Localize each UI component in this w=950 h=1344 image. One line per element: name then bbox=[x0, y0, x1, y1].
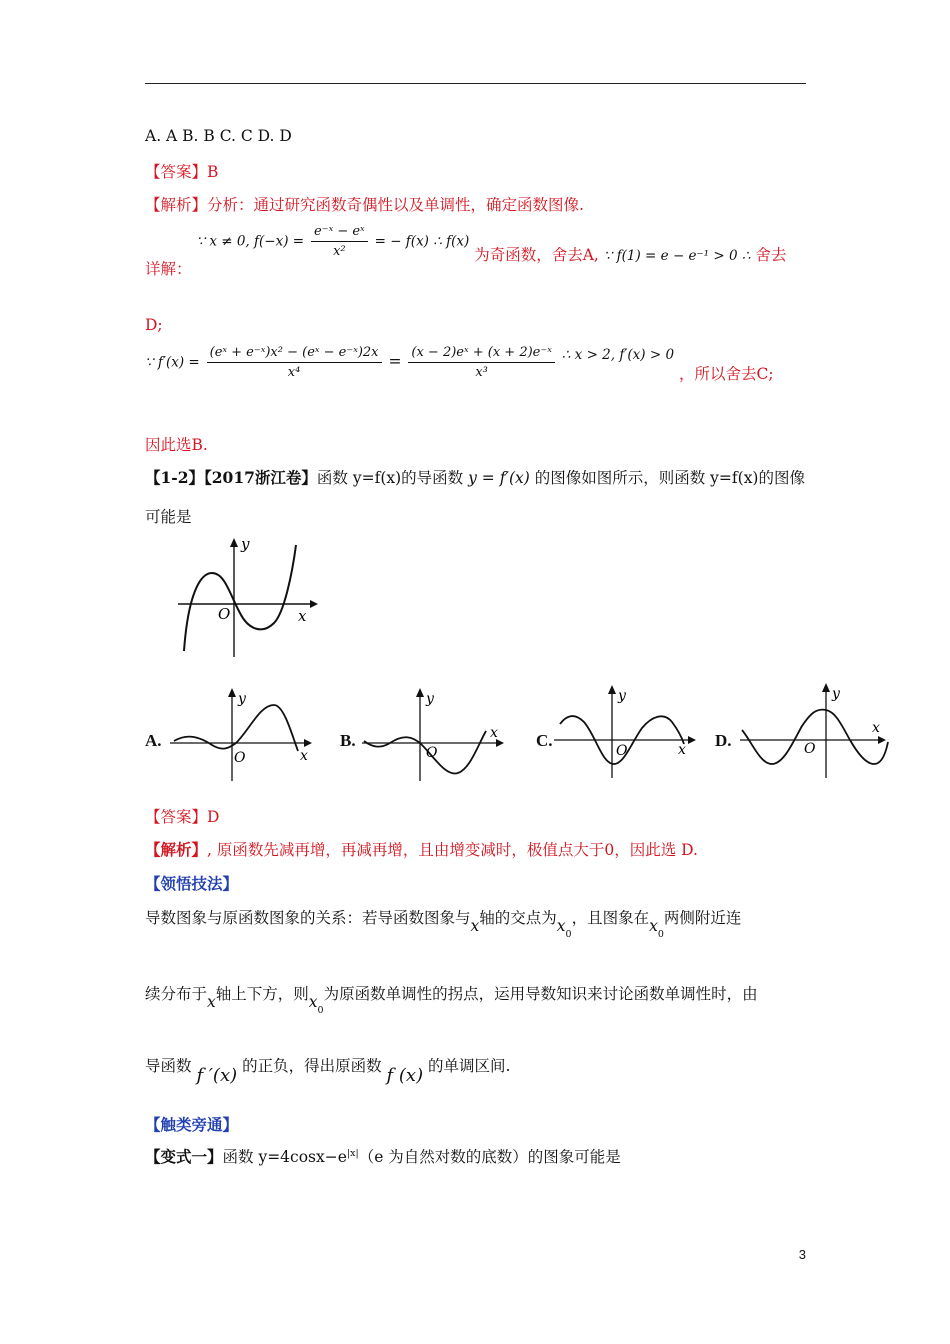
tips-p3b: 的正负，得出原函数 bbox=[242, 1057, 382, 1075]
tips-p1 bbox=[145, 906, 742, 941]
detail-cond2: ∵ f(1) = e − e⁻¹ > 0 ∴ bbox=[603, 247, 751, 264]
deriv-text: ，所以舍去C; bbox=[678, 364, 774, 383]
q2-answer-tag: 【答案】 bbox=[145, 808, 208, 826]
sym-x-c: x bbox=[207, 993, 216, 1011]
sym-sub0: 0 bbox=[565, 929, 572, 941]
detail-text1: 为奇函数，舍去A, bbox=[474, 245, 599, 264]
detail-rest: = − f(x) ∴ f(x) bbox=[374, 233, 470, 250]
answer-value: B bbox=[207, 163, 219, 181]
deriv-num1: (eˣ + e⁻ˣ)x² − (eˣ − e⁻ˣ)2x bbox=[207, 345, 382, 363]
svg-text:x: x bbox=[300, 748, 308, 764]
derivative-graph bbox=[170, 535, 320, 665]
q2-stem-cont: 可能是 bbox=[145, 508, 192, 526]
deriv-num2: (x − 2)eˣ + (x + 2)e⁻ˣ bbox=[408, 345, 554, 363]
deriv-den2: x³ bbox=[475, 365, 488, 380]
q2-stem1: 函数 y=f(x)的导函数 bbox=[316, 469, 464, 487]
q1-derivative bbox=[145, 345, 774, 383]
q2-analysis-text: , 原函数先减再增，再减再增，且由增变减时，极值点大于0，因此选 D. bbox=[207, 841, 698, 859]
svg-text:O: O bbox=[616, 743, 628, 759]
q1-detail-cont: D; bbox=[145, 316, 163, 334]
deriv-lhs: ∵ f′(x) = bbox=[145, 354, 200, 371]
analysis-text: 分析：通过研究函数奇偶性以及单调性，确定函数图像. bbox=[207, 196, 584, 214]
option-a-graph[interactable] bbox=[168, 685, 316, 785]
page-number: 3 bbox=[798, 1247, 806, 1262]
q2-stem-math: y = f′(x) bbox=[468, 469, 530, 487]
option-b-graph[interactable] bbox=[360, 685, 508, 785]
q2-stem2: 的图像如图所示，则函数 y=f(x)的图像 bbox=[534, 469, 805, 487]
svg-text:y: y bbox=[426, 691, 434, 707]
tips-p1c: ，且图象在 bbox=[571, 909, 650, 927]
option-a-label[interactable]: A. bbox=[145, 731, 162, 750]
deriv-concl: ∴ x > 2, f′(x) > 0 bbox=[561, 346, 675, 363]
variant-text1: 函数 y=4cosx−e bbox=[222, 1148, 347, 1166]
q2-analysis-tag: 【解析】 bbox=[145, 840, 208, 859]
variant-one bbox=[145, 1145, 621, 1167]
option-d-label[interactable]: D. bbox=[715, 731, 732, 750]
deriv-eq: = bbox=[388, 352, 402, 371]
q2-answer-value: D bbox=[207, 808, 220, 826]
deriv-den1: x⁴ bbox=[287, 365, 301, 380]
deriv-frac1 bbox=[207, 345, 382, 380]
q1-options: A. A B. B C. C D. D bbox=[145, 127, 292, 145]
tips-p2b: 轴上下方，则 bbox=[215, 985, 309, 1003]
header-rule bbox=[145, 83, 806, 84]
tips-p2 bbox=[145, 982, 758, 1017]
detail-den: x² bbox=[333, 244, 346, 259]
q1-conclusion: 因此选B. bbox=[145, 436, 208, 454]
variant-text2: （e 为自然对数的底数）的图象可能是 bbox=[358, 1148, 621, 1166]
sym-sub0-b: 0 bbox=[657, 929, 664, 941]
variant-tag: 【变式一】 bbox=[145, 1147, 223, 1166]
sym-x0: x bbox=[556, 917, 566, 935]
svg-text:x: x bbox=[872, 720, 880, 736]
q2-tag: 【1-2】【2017浙江卷】 bbox=[145, 468, 317, 487]
derivative-curve bbox=[184, 545, 296, 651]
sym-x: x bbox=[470, 917, 480, 935]
x-label: x bbox=[298, 607, 307, 625]
tips-p1d: 两侧附近连 bbox=[663, 909, 742, 927]
tips-p3c: 的单调区间. bbox=[428, 1057, 511, 1075]
q1-analysis bbox=[145, 193, 584, 215]
y-label: y bbox=[241, 535, 250, 553]
tips-p3a: 导函数 bbox=[145, 1057, 192, 1075]
q1-answer bbox=[145, 160, 218, 182]
option-b-label[interactable]: B. bbox=[340, 731, 356, 750]
detail-fraction bbox=[311, 224, 368, 259]
detail-label: 详解： bbox=[145, 259, 192, 278]
deriv-frac2 bbox=[408, 345, 554, 380]
sym-x0-c: x bbox=[308, 993, 318, 1011]
extend-heading: 【触类旁通】 bbox=[145, 1115, 239, 1134]
answer-tag: 【答案】 bbox=[145, 163, 208, 181]
svg-text:O: O bbox=[426, 745, 438, 761]
q1-detail bbox=[145, 224, 787, 278]
y-arrow bbox=[230, 538, 238, 547]
tips-p2c: 为原函数单调性的拐点，运用导数知识来讨论函数单调性时，由 bbox=[323, 985, 758, 1003]
q2-analysis bbox=[145, 838, 698, 860]
svg-text:O: O bbox=[234, 750, 246, 766]
analysis-tag: 【解析】 bbox=[145, 196, 208, 214]
detail-cond: ∵ x ≠ 0, f(−x) = bbox=[196, 233, 305, 250]
tips-p3 bbox=[145, 1054, 511, 1086]
option-c-graph[interactable] bbox=[552, 682, 700, 782]
svg-text:x: x bbox=[678, 742, 686, 758]
svg-text:y: y bbox=[238, 691, 246, 707]
sym-fprime: f ′(x) bbox=[196, 1065, 238, 1086]
svg-text:y: y bbox=[618, 688, 626, 704]
tips-p1a: 导数图象与原函数图象的关系：若导函数图象与 bbox=[145, 909, 471, 927]
sym-sub0-c: 0 bbox=[317, 1005, 324, 1017]
tips-p2a: 续分布于 bbox=[145, 985, 208, 1003]
svg-text:x: x bbox=[490, 725, 498, 741]
detail-text2: 舍去 bbox=[755, 245, 787, 264]
variant-sup: |x| bbox=[346, 1147, 359, 1159]
option-d-graph[interactable] bbox=[738, 680, 890, 782]
x-arrow bbox=[310, 600, 318, 608]
q2-stem bbox=[145, 466, 805, 488]
tips-p1b: 轴的交点为 bbox=[479, 909, 557, 927]
sym-x0-b: x bbox=[649, 917, 658, 935]
sym-f: f (x) bbox=[386, 1065, 424, 1086]
detail-num: e⁻ˣ − eˣ bbox=[311, 224, 368, 242]
option-c-label[interactable]: C. bbox=[536, 731, 553, 750]
svg-text:y: y bbox=[832, 686, 840, 702]
q2-answer bbox=[145, 805, 219, 827]
svg-text:O: O bbox=[804, 741, 816, 757]
origin-label: O bbox=[218, 605, 231, 623]
tips-heading: 【领悟技法】 bbox=[145, 874, 239, 893]
